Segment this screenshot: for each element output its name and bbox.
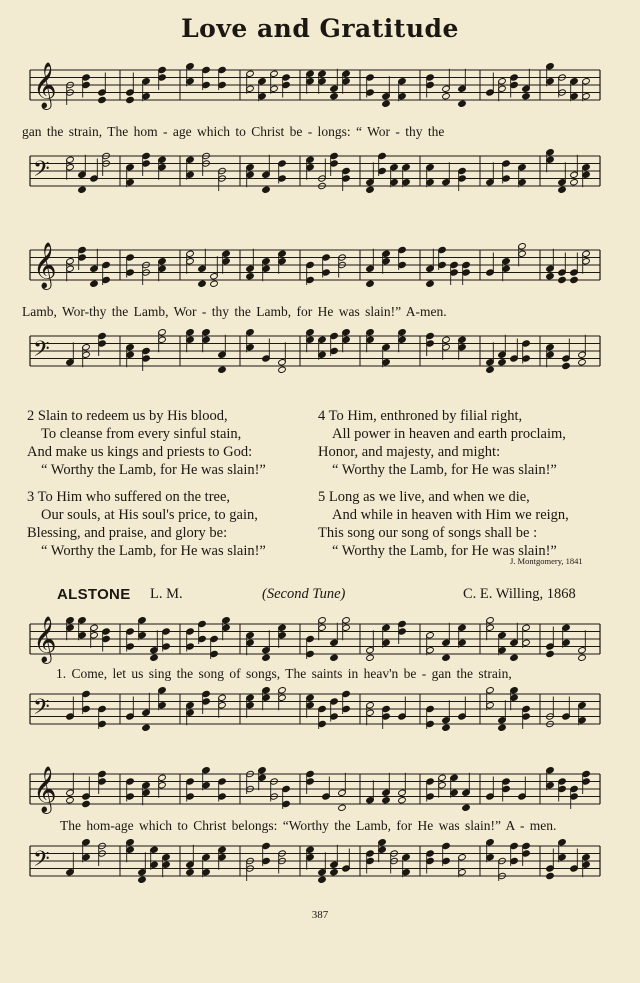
lyric-line-1: gan the strain, The hom - age which to Christ be - longs: “ Wor - thy the <box>22 124 445 139</box>
svg-text:𝄢: 𝄢 <box>33 847 50 877</box>
staff-bass-3 <box>22 682 608 742</box>
staff-bass-2 <box>22 324 608 384</box>
svg-text:𝄢: 𝄢 <box>33 157 50 187</box>
music-system-4 <box>22 762 608 877</box>
lyric-line-3: 1. Come, let us sing the song of songs, The saints in heav'n be - gan the strain, <box>56 666 512 681</box>
music-system-1 <box>22 58 608 187</box>
stanza-3: 3 To Him who suffered on the tree, Our souls, at His soul's price, to gain, Blessing, and praise, and glory be: “ Worthy the Lamb, for He was slain!” <box>27 489 266 559</box>
lyric-line-2: Lamb, Wor-thy the Lamb, Wor - thy the Lamb, for He was slain!” A-men. <box>22 304 447 319</box>
svg-text:𝄢: 𝄢 <box>33 695 50 725</box>
author-credit: J. Montgomery, 1841 <box>510 556 583 566</box>
hymn-verses <box>0 407 640 557</box>
staff-bass-4 <box>22 834 608 894</box>
svg-text:𝄞: 𝄞 <box>33 242 57 289</box>
verses-left-column <box>27 407 266 569</box>
staff-bass-1 <box>22 144 608 204</box>
stanza-4: 4 To Him, enthroned by filial right, All power in heaven and earth proclaim, Honor, and majesty, and might: “ Worthy the Lamb, for He was slain!” <box>318 408 566 478</box>
tune-header <box>0 586 640 606</box>
tune-meter: L. M. <box>150 586 183 602</box>
staff-treble-3 <box>22 612 608 672</box>
svg-text:𝄢: 𝄢 <box>33 337 50 367</box>
verses-right-column <box>318 407 569 569</box>
staff-treble-1 <box>22 58 608 118</box>
stanza-5: 5 Long as we live, and when we die, And while in heaven with Him we reign, This song our song of songs shall be : “ Worthy the Lamb, for He was slain!” <box>318 489 569 559</box>
music-system-3 <box>22 612 608 725</box>
lyric-line-4: The hom-age which to Christ belongs: “Worthy the Lamb, for He was slain!” A - men. <box>60 818 557 833</box>
svg-text:𝄞: 𝄞 <box>33 62 57 109</box>
stanza-2: 2 Slain to redeem us by His blood, To cleanse from every sinful stain, And make us kings and priests to God: “ Worthy the Lamb, for He was slain!” <box>27 408 266 478</box>
svg-text:𝄞: 𝄞 <box>33 616 57 663</box>
page-title: Love and Gratitude <box>181 14 459 43</box>
tune-name: ALSTONE <box>57 586 131 603</box>
staff-treble-2 <box>22 238 608 298</box>
svg-text:𝄞: 𝄞 <box>33 766 57 813</box>
tune-composer: C. E. Willing, 1868 <box>463 586 576 602</box>
music-system-2 <box>22 238 608 367</box>
second-tune-label: (Second Tune) <box>262 586 346 602</box>
staff-treble-4 <box>22 762 608 822</box>
page-number: 387 <box>311 909 329 921</box>
